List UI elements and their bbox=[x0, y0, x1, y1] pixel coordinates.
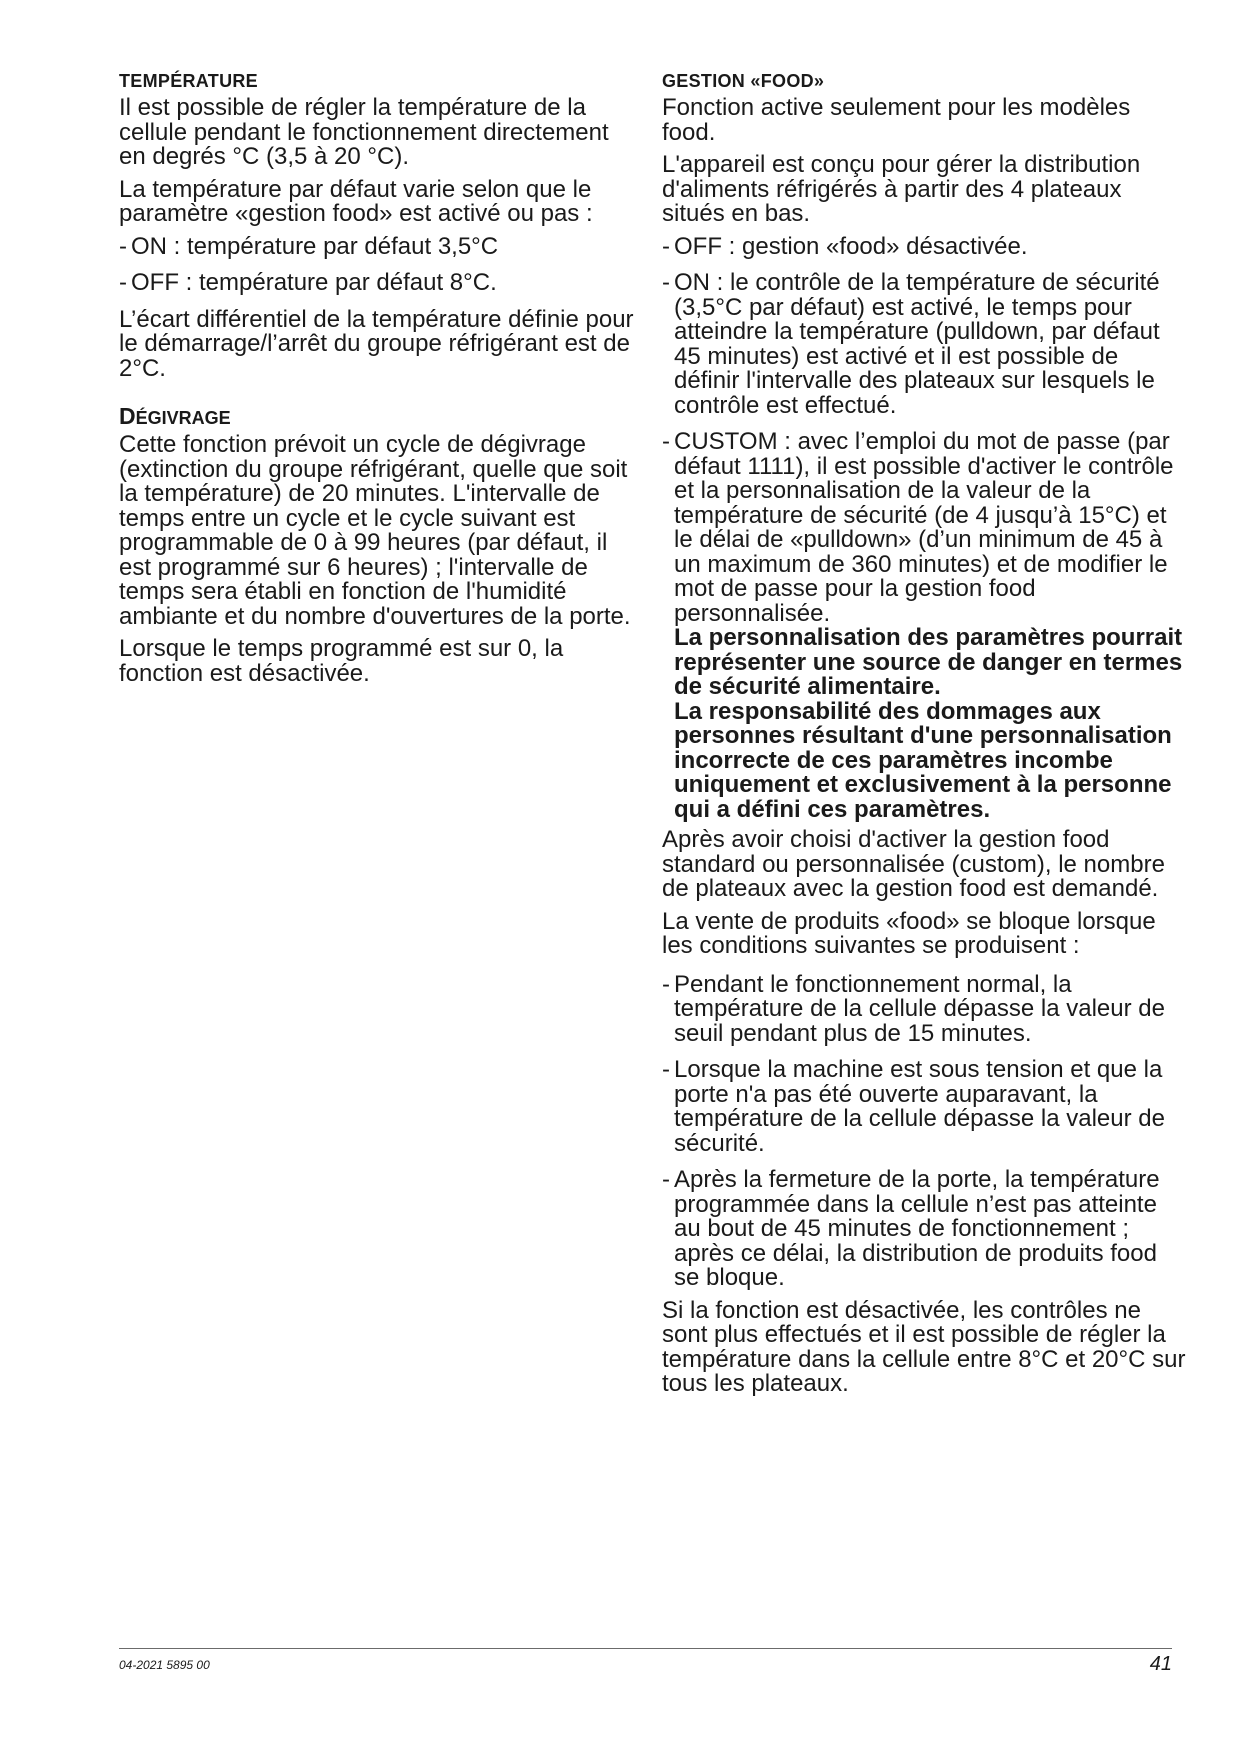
food-paragraph-3: Après avoir choisi d'activer la gestion food standard ou personnalisée (custom), le nombre de plateaux avec la gestion food est demandé. bbox=[662, 826, 1165, 902]
gestion-food-heading: GESTION «FOOD» bbox=[662, 71, 825, 91]
temperature-heading: TEMPÉRATURE bbox=[119, 71, 258, 91]
right-column bbox=[662, 70, 1187, 1405]
food-paragraph-4: La vente de produits «food» se bloque lorsque les conditions suivantes se produisent : bbox=[662, 907, 1156, 959]
temperature-paragraph-3: L’écart différentiel de la température définie pour le démarrage/l’arrêt du groupe réfrigérant est de 2°C. bbox=[119, 305, 634, 382]
temperature-paragraph-2: La température par défaut varie selon que le paramètre «gestion food» est activé ou pas : bbox=[119, 175, 593, 227]
condition-item-2: - Lorsque la machine est sous tension et que la porte n'a pas été ouverte auparavant, la température de la cellule dépasse la valeur de sécurité. bbox=[662, 1058, 1187, 1156]
condition-item-1: - Pendant le fonctionnement normal, la température de la cellule dépasse la valeur de seuil pendant plus de 15 minutes. bbox=[662, 973, 1187, 1047]
degivrage-heading-initial: D bbox=[119, 403, 136, 429]
degivrage-paragraph-2: Lorsque le temps programmé est sur 0, la fonction est désactivée. bbox=[119, 635, 564, 687]
food-paragraph-1: Fonction active seulement pour les modèles food. bbox=[662, 94, 1131, 146]
degivrage-paragraph-1: Cette fonction prévoit un cycle de dégivrage (extinction du groupe réfrigérant, quelle que soit la température) de 20 minutes. L'intervalle de temps entre un cycle et le cycle suivant est programmable de 0 à 99 heures (par défaut, il est programmé sur 6 heures) ; l'intervalle de temps sera établi en fonction de l'humidité ambiante et du nombre d'ouvertures de la porte. bbox=[119, 431, 631, 630]
condition-item-3: - Après la fermeture de la porte, la température programmée dans la cellule n’est pas atteinte au bout de 45 minutes de fonctionnement ; après ce délai, la distribution de produits food se bloque. bbox=[662, 1168, 1187, 1291]
temperature-paragraph-1: Il est possible de régler la température de la cellule pendant le fonctionnement directement en degrés °C (3,5 à 20 °C). bbox=[119, 94, 609, 170]
food-paragraph-5: Si la fonction est désactivée, les contrôles ne sont plus effectués et il est possible de régler la température dans la cellule entre 8°C et 20°C sur tous les plateaux. bbox=[662, 1296, 1186, 1397]
food-paragraph-2: L'appareil est conçu pour gérer la distribution d'aliments réfrigérés à partir des 4 plateaux situés en bas. bbox=[662, 151, 1141, 227]
food-off-item: - OFF : gestion «food» désactivée. bbox=[662, 235, 1187, 260]
degivrage-heading bbox=[119, 403, 641, 431]
page-number: 41 bbox=[1149, 1653, 1172, 1675]
warning-responsabilite: La responsabilité des dommages aux personnes résultant d'une personnalisation incorrecte de ces paramètres incombe uniquement et exclusivement à la personne qui a défini ces paramètres. bbox=[674, 697, 1172, 823]
footer-divider bbox=[119, 1648, 1172, 1649]
temperature-off-item: - OFF : température par défaut 8°C. bbox=[119, 271, 641, 296]
left-column bbox=[119, 70, 641, 694]
warning-personnalisation: La personnalisation des paramètres pourrait représenter une source de danger en termes de sécurité alimentaire. bbox=[674, 624, 1183, 700]
document-code: 04-2021 5895 00 bbox=[119, 1658, 210, 1672]
food-custom-text: CUSTOM : avec l’emploi du mot de passe (par défaut 1111), il est possible d'activer le contrôle et la personnalisation de la valeur de la température de sécurité (de 4 jusqu’à 15°C) et le délai de «pulldown» (d’un minimum de 45 à un maximum de 360 minutes) et de modifier le mot de passe pour la gestion food personnalisée. bbox=[674, 428, 1174, 627]
food-on-item: - ON : le contrôle de la température de sécurité (3,5°C par défaut) est activé, le temps pour atteindre la température (pulldown, par défaut 45 minutes) est activé et il est possible de définir l'intervalle des plateaux sur lesquels le contrôle est effectué. bbox=[662, 271, 1187, 418]
degivrage-heading-rest: ÉGIVRAGE bbox=[135, 408, 231, 428]
temperature-on-item: - ON : température par défaut 3,5°C bbox=[119, 235, 641, 260]
food-custom-item bbox=[662, 430, 1187, 822]
